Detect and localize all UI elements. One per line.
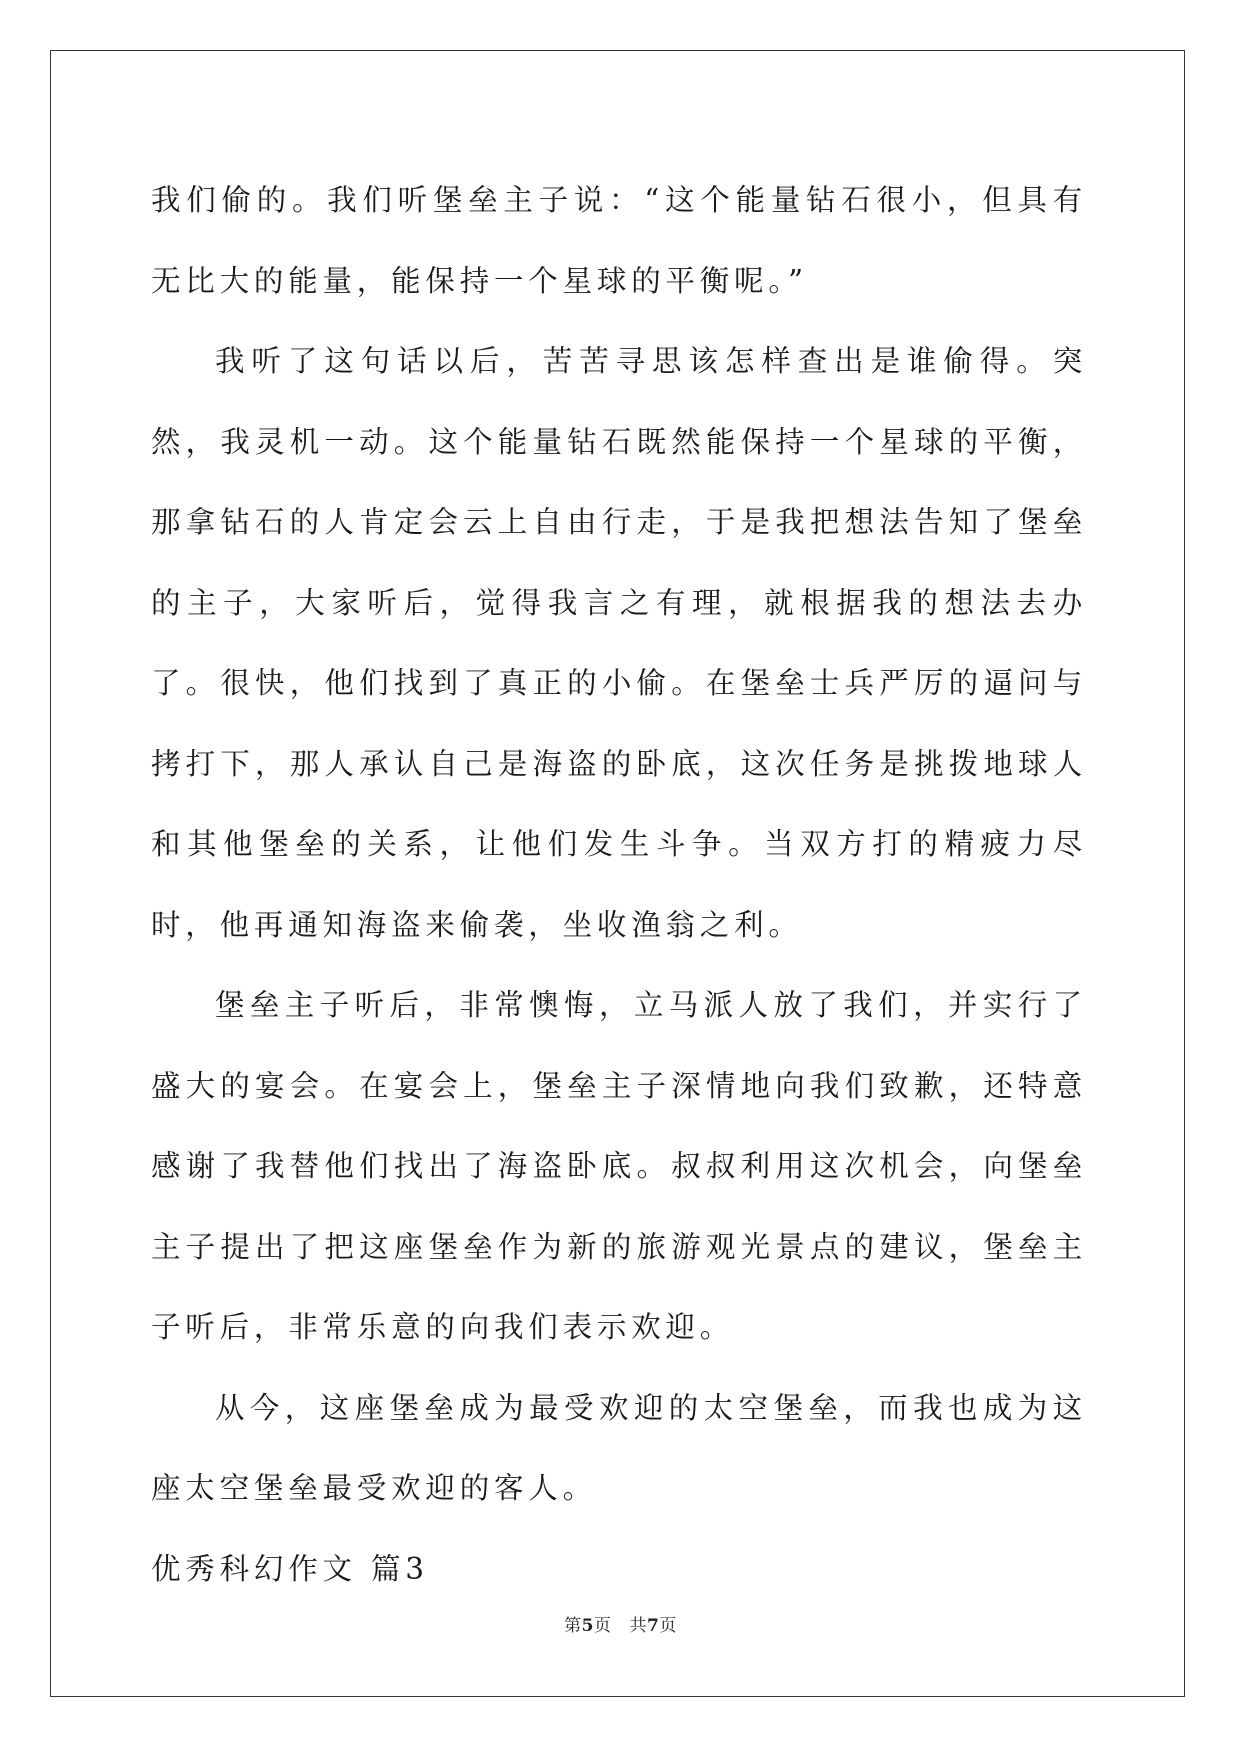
total-page-count: 7 [647,1616,660,1636]
page-prefix: 第 [564,1616,582,1636]
paragraph-3: 堡垒主子听后，非常懊悔，立马派人放了我们，并实行了盛大的宴会。在宴会上，堡垒主子深情地向我们致歉，还特意感谢了我替他们找出了海盗卧底。叔叔利用这次机会，向堡垒主子提出了把这座堡垒作为新的旅游观光景点的建议，堡垒主子听后，非常乐意的向我们表示欢迎。 [151,988,1087,1344]
page-suffix: 页 [594,1616,612,1636]
document-body [151,160,1087,1609]
page-footer [0,1611,1241,1636]
paragraph-1: 我们偷的。我们听堡垒主子说：“这个能量钻石很小，但具有无比大的能量，能保持一个星球的平衡呢。” [151,183,1087,298]
paragraph-2: 我听了这句话以后，苦苦寻思该怎样查出是谁偷得。突然，我灵机一动。这个能量钻石既然能保持一个星球的平衡，那拿钻石的人肯定会云上自由行走，于是我把想法告知了堡垒的主子，大家听后，觉得我言之有理，就根据我的想法去办了。很快，他们找到了真正的小偷。在堡垒士兵严厉的逼问与拷打下，那人承认自己是海盗的卧底，这次任务是挑拨地球人和其他堡垒的关系，让他们发生斗争。当双方打的精疲力尽时，他再通知海盗来偷袭，坐收渔翁之利。 [151,344,1087,942]
current-page-number: 5 [581,1616,594,1636]
total-suffix: 页 [659,1616,677,1636]
total-prefix: 共 [629,1616,647,1636]
section-heading: 优秀科幻作文 篇3 [151,1551,429,1586]
paragraph-4: 从今，这座堡垒成为最受欢迎的太空堡垒，而我也成为这座太空堡垒最受欢迎的客人。 [151,1390,1087,1505]
